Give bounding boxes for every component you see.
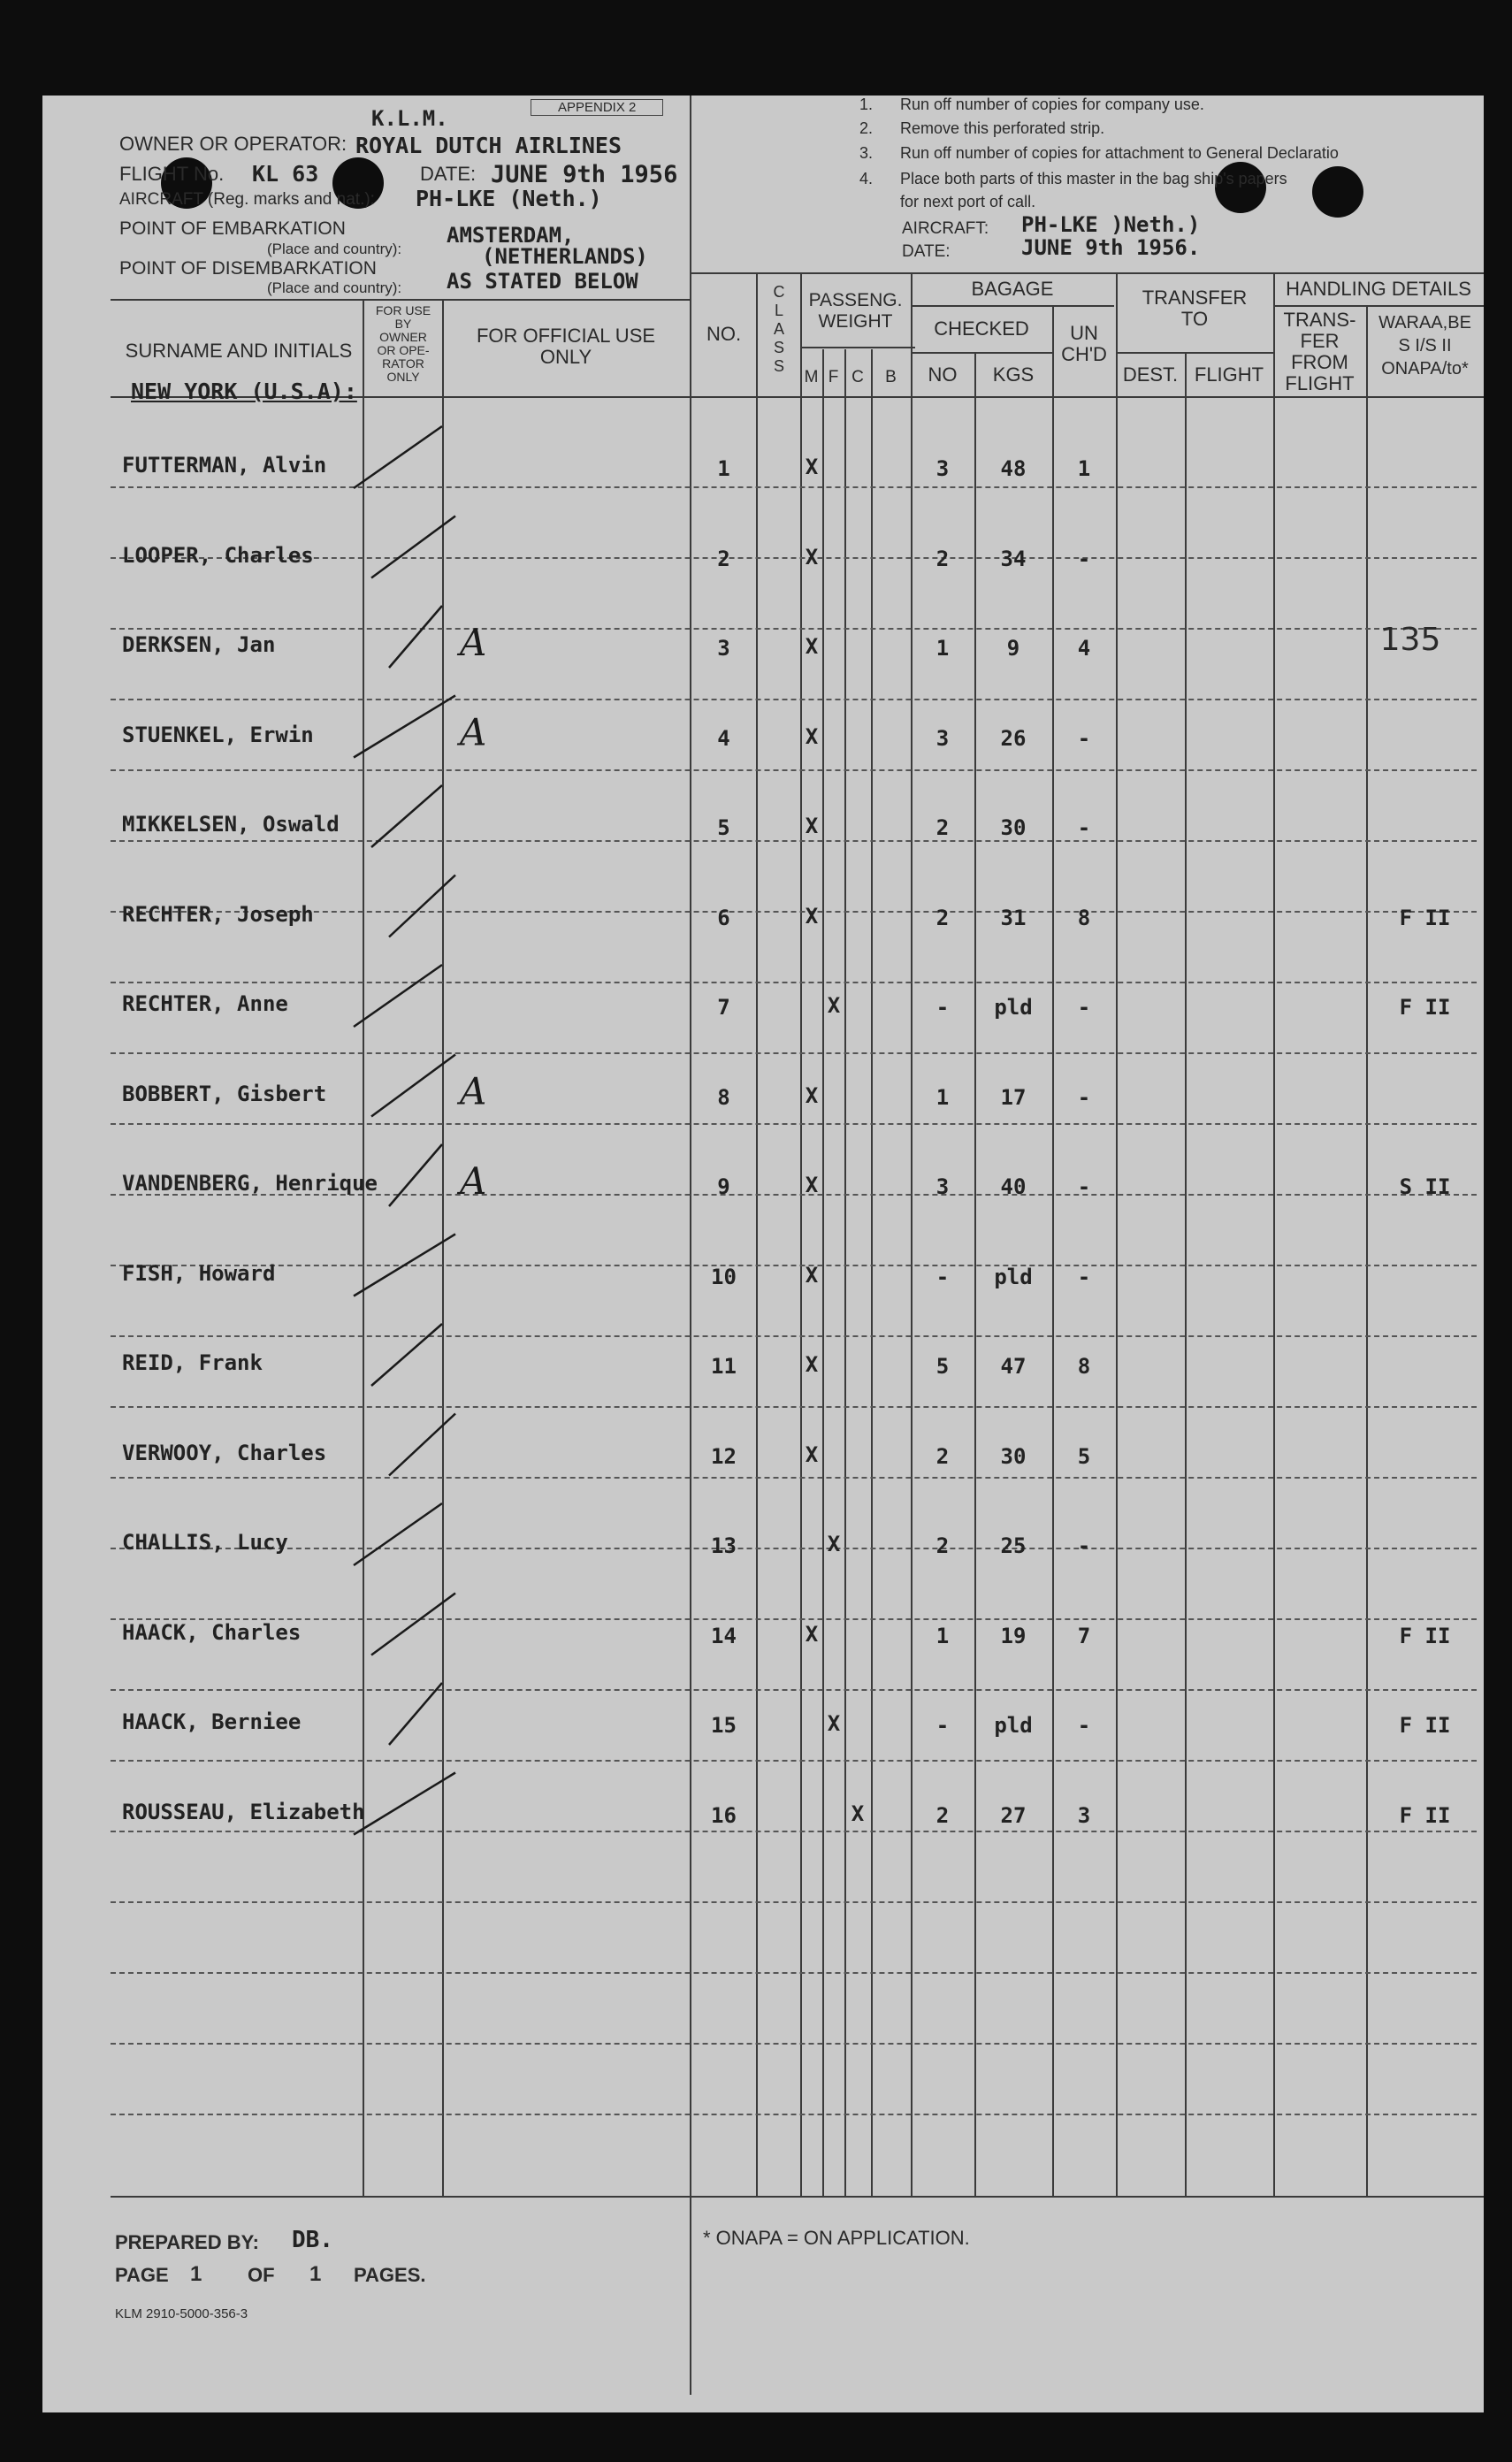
unchecked-bags: 8: [1077, 905, 1091, 930]
pen-tick: [354, 1235, 455, 1296]
passenger-name: STUENKEL, Erwin: [122, 722, 314, 747]
baggage-kgs: 30: [1000, 815, 1027, 840]
baggage-count: 1: [935, 1084, 950, 1110]
col-owner-use: FOR USE BY OWNER OR OPE- RATOR ONLY: [375, 303, 431, 384]
sex-mark: X: [827, 1532, 841, 1556]
baggage-kgs: pld: [994, 995, 1033, 1020]
baggage-kgs: 40: [1000, 1174, 1027, 1199]
flight-value: KL 63: [252, 161, 319, 187]
passenger-name: HAACK, Berniee: [122, 1709, 302, 1734]
unchecked-bags: -: [1077, 1713, 1091, 1738]
instruction-2: Remove this perforated strip.: [900, 119, 1105, 137]
embark-label: POINT OF EMBARKATION: [119, 218, 346, 239]
owner-label: OWNER OR OPERATOR:: [119, 133, 347, 155]
date-label: DATE:: [420, 163, 477, 185]
handling-code: S II: [1399, 1174, 1451, 1199]
col-unchd: UN CH'D: [1061, 322, 1107, 365]
embark-value: AMSTERDAM,: [447, 223, 575, 248]
pen-tick: [354, 1503, 442, 1565]
sex-mark: X: [805, 1082, 819, 1108]
aircraft-label: AIRCRAFT (Reg. marks and nat.):: [119, 190, 375, 209]
sex-mark: X: [805, 1262, 819, 1288]
date-value-right: JUNE 9th 1956.: [1021, 235, 1201, 260]
aircraft-value: PH-LKE (Neth.): [416, 186, 602, 211]
pen-tick: [389, 1414, 455, 1476]
pen-initial: A: [460, 710, 487, 754]
aircraft-label-right: AIRCRAFT:: [902, 219, 989, 238]
col-f: F: [828, 368, 839, 386]
pen-tick: [371, 785, 442, 847]
col-dest: DEST.: [1122, 363, 1179, 386]
passenger-number: 13: [711, 1533, 737, 1558]
baggage-count: 2: [935, 546, 950, 571]
baggage-count: -: [935, 1713, 950, 1738]
sex-mark: X: [805, 814, 819, 838]
handling-code: F II: [1399, 1623, 1451, 1648]
unchecked-bags: 7: [1077, 1623, 1091, 1648]
airline-abbr: K.L.M.: [371, 106, 448, 131]
unchecked-bags: -: [1077, 1533, 1091, 1558]
pen-tick: [371, 1324, 442, 1386]
col-flight: FLIGHT: [1194, 363, 1264, 386]
page-value: 1: [190, 2262, 202, 2286]
passenger-number: 14: [711, 1623, 737, 1648]
handling-note: 135: [1379, 622, 1441, 658]
pen-tick: [389, 606, 442, 668]
baggage-count: 2: [935, 1802, 950, 1828]
pen-initial: A: [460, 1159, 487, 1203]
passenger-number: 10: [711, 1264, 737, 1289]
baggage-kgs: 19: [1000, 1623, 1027, 1648]
unchecked-bags: -: [1077, 995, 1091, 1020]
col-no: NO.: [706, 323, 742, 345]
prepared-value: DB.: [292, 2227, 333, 2253]
appendix-label: APPENDIX 2: [531, 99, 663, 116]
passenger-number: 12: [711, 1443, 737, 1469]
pen-initial: A: [460, 1069, 487, 1113]
of-value: 1: [309, 2262, 322, 2286]
sex-mark: X: [805, 455, 819, 479]
sex-mark: X: [805, 1441, 819, 1467]
passenger-number: 9: [717, 1174, 730, 1199]
col-b: B: [885, 368, 897, 386]
date-value: JUNE 9th 1956: [491, 161, 678, 188]
sex-mark: X: [805, 1173, 819, 1197]
sex-mark: X: [851, 1801, 865, 1826]
instruction-4-cont: for next port of call.: [900, 193, 1036, 210]
col-c: C: [851, 368, 864, 386]
passenger-name: VANDENBERG, Henrique: [122, 1171, 378, 1196]
passenger-number: 7: [717, 995, 730, 1020]
baggage-count: 2: [935, 1443, 950, 1469]
pen-tick: [354, 426, 442, 488]
handling-code: F II: [1399, 1713, 1451, 1738]
baggage-count: 2: [935, 905, 950, 930]
embark-value-country: (NETHERLANDS): [482, 244, 648, 269]
baggage-kgs: 31: [1000, 905, 1027, 930]
passenger-name: CHALLIS, Lucy: [122, 1530, 288, 1555]
pen-tick: [371, 1594, 455, 1655]
disembark-sub: (Place and country):: [267, 279, 402, 296]
baggage-count: 5: [935, 1354, 950, 1379]
page-label: PAGE: [115, 2264, 169, 2286]
handling-code: F II: [1399, 995, 1451, 1020]
baggage-kgs: 25: [1000, 1533, 1027, 1558]
pen-tick: [389, 1683, 442, 1745]
destination-heading: NEW YORK (U.S.A):: [131, 378, 357, 404]
sex-mark: X: [805, 1352, 819, 1377]
pen-tick: [371, 1055, 455, 1117]
sex-mark: X: [805, 1621, 819, 1647]
passenger-name: FISH, Howard: [122, 1260, 276, 1286]
handling-code: F II: [1399, 1802, 1451, 1828]
unchecked-bags: -: [1077, 815, 1091, 840]
sex-mark: X: [805, 544, 819, 570]
col-checked: CHECKED: [934, 317, 1029, 340]
baggage-kgs: 47: [1000, 1354, 1027, 1379]
passenger-name: BOBBERT, Gisbert: [122, 1081, 327, 1106]
col-passeng-weight: PASSENG. WEIGHT: [808, 290, 903, 332]
col-m: M: [804, 368, 819, 386]
unchecked-bags: -: [1077, 546, 1091, 571]
sex-mark: X: [805, 723, 819, 749]
embark-sub: (Place and country):: [267, 241, 402, 257]
passenger-number: 16: [711, 1802, 737, 1828]
unchecked-bags: -: [1077, 725, 1091, 751]
pen-tick: [354, 696, 455, 758]
baggage-count: 2: [935, 1533, 950, 1558]
baggage-count: 3: [935, 456, 950, 481]
unchecked-bags: 5: [1077, 1443, 1091, 1469]
baggage-count: -: [935, 1264, 950, 1289]
instruction-1: Run off number of copies for company use.: [900, 96, 1204, 113]
passenger-number: 6: [717, 905, 730, 930]
instruction-4: Place both parts of this master in the bag ship's papers: [900, 170, 1287, 187]
passenger-name: RECHTER, Joseph: [122, 901, 314, 927]
unchecked-bags: 8: [1077, 1354, 1091, 1379]
handling-code: F II: [1399, 905, 1451, 930]
baggage-kgs: 17: [1000, 1084, 1027, 1110]
baggage-count: 1: [935, 1623, 950, 1648]
baggage-kgs: 26: [1000, 725, 1027, 751]
unchecked-bags: 1: [1077, 456, 1091, 481]
col-transfer-from: TRANS- FER FROM FLIGHT: [1283, 309, 1356, 394]
pen-tick: [389, 875, 455, 937]
passenger-name: FUTTERMAN, Alvin: [122, 453, 327, 478]
onapa-note: * ONAPA = ON APPLICATION.: [703, 2227, 970, 2249]
pages-label: PAGES.: [354, 2264, 426, 2286]
date-label-right: DATE:: [902, 242, 951, 261]
pen-tick: [371, 516, 455, 578]
passenger-number: 3: [717, 636, 730, 661]
baggage-kgs: 27: [1000, 1802, 1027, 1828]
disembark-value: AS STATED BELOW: [447, 269, 638, 294]
passenger-name: VERWOOY, Charles: [122, 1440, 327, 1465]
passenger-name: LOOPER, Charles: [122, 542, 314, 568]
baggage-count: 1: [935, 636, 950, 661]
baggage-kgs: pld: [994, 1264, 1033, 1289]
passenger-name: MIKKELSEN, Oswald: [122, 812, 340, 837]
passenger-name: RECHTER, Anne: [122, 991, 288, 1016]
passenger-number: 8: [717, 1084, 730, 1110]
sex-mark: X: [827, 1711, 841, 1736]
unchecked-bags: 4: [1077, 636, 1091, 661]
aircraft-value-right: PH-LKE )Neth.): [1021, 212, 1201, 237]
baggage-count: -: [935, 995, 950, 1020]
pen-initial: A: [460, 621, 487, 664]
instruction-3: Run off number of copies for attachment to General Declaratio: [900, 144, 1339, 162]
unchecked-bags: -: [1077, 1084, 1091, 1110]
baggage-count: 3: [935, 1174, 950, 1199]
pen-tick: [354, 965, 442, 1027]
col-bagage: BAGAGE: [971, 278, 1054, 300]
pen-tick: [354, 1773, 455, 1835]
flight-label: FLIGHT No.: [119, 163, 225, 185]
passenger-number: 4: [717, 725, 730, 751]
passenger-number: 5: [717, 815, 730, 840]
passenger-number: 1: [717, 456, 730, 481]
sex-mark: X: [805, 903, 819, 929]
col-waraa: WARAA,BE S I/S II ONAPA/to*: [1378, 313, 1471, 378]
col-official-use: FOR OFFICIAL USE ONLY: [476, 325, 656, 368]
disembark-label: POINT OF DISEMBARKATION: [119, 258, 377, 279]
passenger-name: HAACK, Charles: [122, 1619, 302, 1645]
col-transfer: TRANSFER TO: [1142, 287, 1248, 330]
prepared-label: PREPARED BY:: [115, 2231, 259, 2253]
col-surname: SURNAME AND INITIALS: [125, 340, 353, 362]
passenger-number: 2: [717, 546, 730, 571]
baggage-count: 3: [935, 725, 950, 751]
baggage-kgs: 48: [1000, 456, 1027, 481]
owner-value: ROYAL DUTCH AIRLINES: [355, 133, 622, 158]
col-handling: HANDLING DETAILS: [1286, 278, 1471, 300]
baggage-kgs: 34: [1000, 546, 1027, 571]
of-label: OF: [248, 2264, 275, 2286]
col-bag-no: NO: [928, 363, 958, 386]
passenger-name: REID, Frank: [122, 1350, 263, 1375]
unchecked-bags: -: [1077, 1174, 1091, 1199]
form-code: KLM 2910-5000-356-3: [115, 2306, 248, 2321]
baggage-count: 2: [935, 815, 950, 840]
passenger-name: DERKSEN, Jan: [122, 632, 276, 657]
unchecked-bags: -: [1077, 1264, 1091, 1289]
sex-mark: X: [827, 993, 841, 1018]
sex-mark: X: [805, 634, 819, 659]
unchecked-bags: 3: [1077, 1802, 1091, 1828]
passenger-number: 15: [711, 1713, 737, 1738]
baggage-kgs: 30: [1000, 1443, 1027, 1469]
baggage-kgs: pld: [994, 1713, 1033, 1738]
pen-tick: [389, 1144, 442, 1206]
passenger-number: 11: [711, 1354, 737, 1379]
col-kgs: KGS: [992, 363, 1035, 386]
passenger-name: ROUSSEAU, Elizabeth: [122, 1799, 365, 1824]
baggage-kgs: 9: [1006, 636, 1020, 661]
col-class: C L A S S: [773, 283, 785, 375]
